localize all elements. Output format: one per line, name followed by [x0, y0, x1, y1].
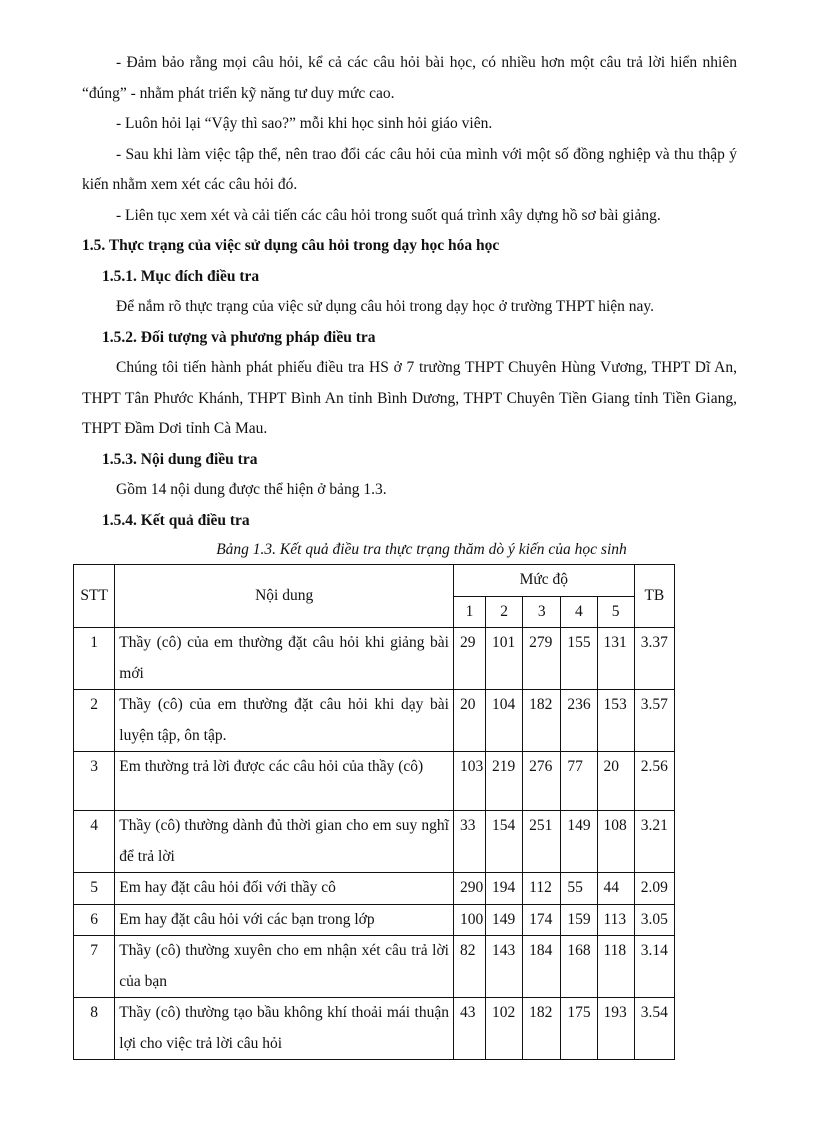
subsection-heading: 1.5.4. Kết quả điều tra: [102, 511, 250, 529]
table-row: [74, 690, 675, 752]
table-caption: Bảng 1.3. Kết quả điều tra thực trạng thăm dò ý kiến của học sinh: [216, 541, 627, 558]
row-value: 20: [597, 752, 634, 811]
row-content: Em hay đặt câu hỏi đối với thầy cô: [115, 873, 454, 905]
header-level-5: 5: [597, 596, 634, 628]
body-paragraph: Chúng tôi tiến hành phát phiếu điều tra HS ở 7 trường THPT Chuyên Hùng Vương, THPT Dĩ An, THPT Tân Phước Khánh, THPT Bình An tỉnh Bình Dương, THPT Chuyên Tiền Giang tỉnh Tiền Giang, THPT Đầm Dơi tỉnh Cà Mau.: [82, 359, 737, 437]
body-paragraph: Để nắm rõ thực trạng của việc sử dụng câu hỏi trong dạy học ở trường THPT hiện nay.: [116, 298, 655, 315]
header-level-4: 4: [561, 596, 597, 628]
row-value: 184: [523, 936, 561, 998]
row-stt: 7: [74, 936, 115, 998]
body-paragraph: Gồm 14 nội dung được thể hiện ở bảng 1.3.: [116, 481, 387, 498]
row-value: 55: [561, 873, 597, 905]
row-value: 219: [485, 752, 522, 811]
row-value: 182: [523, 690, 561, 752]
row-value: 103: [453, 752, 485, 811]
row-stt: 4: [74, 811, 115, 873]
row-value: 112: [523, 873, 561, 905]
row-stt: 2: [74, 690, 115, 752]
header-avg: TB: [634, 565, 674, 628]
row-avg: 3.05: [634, 904, 674, 936]
table-row: [74, 873, 675, 905]
row-value: 193: [597, 998, 634, 1060]
table-row: [74, 811, 675, 873]
row-value: 194: [485, 873, 522, 905]
bullet-paragraph: - Đảm bảo rằng mọi câu hỏi, kể cả các câu hỏi bài học, có nhiều hơn một câu trả lời hiển nhiên “đúng” - nhằm phát triển kỹ năng tư duy mức cao.: [82, 54, 737, 102]
row-value: 168: [561, 936, 597, 998]
section-heading: 1.5. Thực trạng của việc sử dụng câu hỏi trong dạy học hóa học: [82, 237, 500, 254]
row-value: 118: [597, 936, 634, 998]
row-value: 82: [453, 936, 485, 998]
row-value: 149: [561, 811, 597, 873]
row-content: Em hay đặt câu hỏi với các bạn trong lớp: [115, 904, 454, 936]
row-value: 131: [597, 628, 634, 690]
survey-results-table: [73, 564, 675, 1060]
row-content: Thầy (cô) của em thường đặt câu hỏi khi giảng bài mới: [115, 628, 454, 690]
header-level-2: 2: [485, 596, 522, 628]
row-value: 159: [561, 904, 597, 936]
row-avg: 3.37: [634, 628, 674, 690]
header-level: Mức độ: [453, 565, 634, 597]
row-value: 155: [561, 628, 597, 690]
bullet-paragraph: - Liên tục xem xét và cải tiến các câu hỏi trong suốt quá trình xây dựng hồ sơ bài giảng.: [116, 206, 661, 224]
row-stt: 3: [74, 752, 115, 811]
row-value: 276: [523, 752, 561, 811]
row-stt: 5: [74, 873, 115, 905]
table-row: [74, 628, 675, 690]
row-value: 182: [523, 998, 561, 1060]
row-value: 44: [597, 873, 634, 905]
table-row: [74, 904, 675, 936]
row-avg: 3.21: [634, 811, 674, 873]
row-content: Thầy (cô) thường tạo bầu không khí thoải mái thuận lợi cho việc trả lời câu hỏi: [115, 998, 454, 1060]
bullet-paragraph: - Sau khi làm việc tập thể, nên trao đổi các câu hỏi của mình với một số đồng nghiệp và thu thập ý kiến nhằm xem xét các câu hỏi đó.: [82, 145, 737, 193]
row-value: 100: [453, 904, 485, 936]
table-row: [74, 936, 675, 998]
subsection-heading: 1.5.3. Nội dung điều tra: [102, 450, 258, 468]
header-stt: STT: [74, 565, 115, 628]
row-stt: 6: [74, 904, 115, 936]
header-level-3: 3: [523, 596, 561, 628]
row-avg: 3.54: [634, 998, 674, 1060]
row-value: 154: [485, 811, 522, 873]
row-content: Em thường trả lời được các câu hỏi của thầy (cô): [115, 752, 454, 811]
row-value: 101: [485, 628, 522, 690]
row-value: 102: [485, 998, 522, 1060]
row-value: 29: [453, 628, 485, 690]
document-page: [82, 48, 737, 564]
row-value: 33: [453, 811, 485, 873]
row-value: 236: [561, 690, 597, 752]
row-value: 43: [453, 998, 485, 1060]
row-value: 143: [485, 936, 522, 998]
table-row: [74, 752, 675, 811]
row-value: 77: [561, 752, 597, 811]
row-avg: 2.56: [634, 752, 674, 811]
row-content: Thầy (cô) thường xuyên cho em nhận xét câu trả lời của bạn: [115, 936, 454, 998]
subsection-heading: 1.5.2. Đối tượng và phương pháp điều tra: [102, 328, 376, 346]
row-value: 175: [561, 998, 597, 1060]
row-avg: 3.14: [634, 936, 674, 998]
row-value: 279: [523, 628, 561, 690]
row-value: 104: [485, 690, 522, 752]
header-level-1: 1: [453, 596, 485, 628]
row-content: Thầy (cô) thường dành đủ thời gian cho em suy nghĩ để trả lời: [115, 811, 454, 873]
row-value: 153: [597, 690, 634, 752]
subsection-heading: 1.5.1. Mục đích điều tra: [102, 267, 260, 285]
row-value: 174: [523, 904, 561, 936]
table-row: [74, 998, 675, 1060]
row-avg: 3.57: [634, 690, 674, 752]
row-content: Thầy (cô) của em thường đặt câu hỏi khi dạy bài luyện tập, ôn tập.: [115, 690, 454, 752]
row-value: 113: [597, 904, 634, 936]
row-value: 290: [453, 873, 485, 905]
row-value: 251: [523, 811, 561, 873]
bullet-paragraph: - Luôn hỏi lại “Vậy thì sao?” mỗi khi học sinh hỏi giáo viên.: [116, 115, 493, 132]
row-value: 20: [453, 690, 485, 752]
row-stt: 1: [74, 628, 115, 690]
row-value: 149: [485, 904, 522, 936]
row-stt: 8: [74, 998, 115, 1060]
row-avg: 2.09: [634, 873, 674, 905]
row-value: 108: [597, 811, 634, 873]
header-content: Nội dung: [115, 565, 454, 628]
